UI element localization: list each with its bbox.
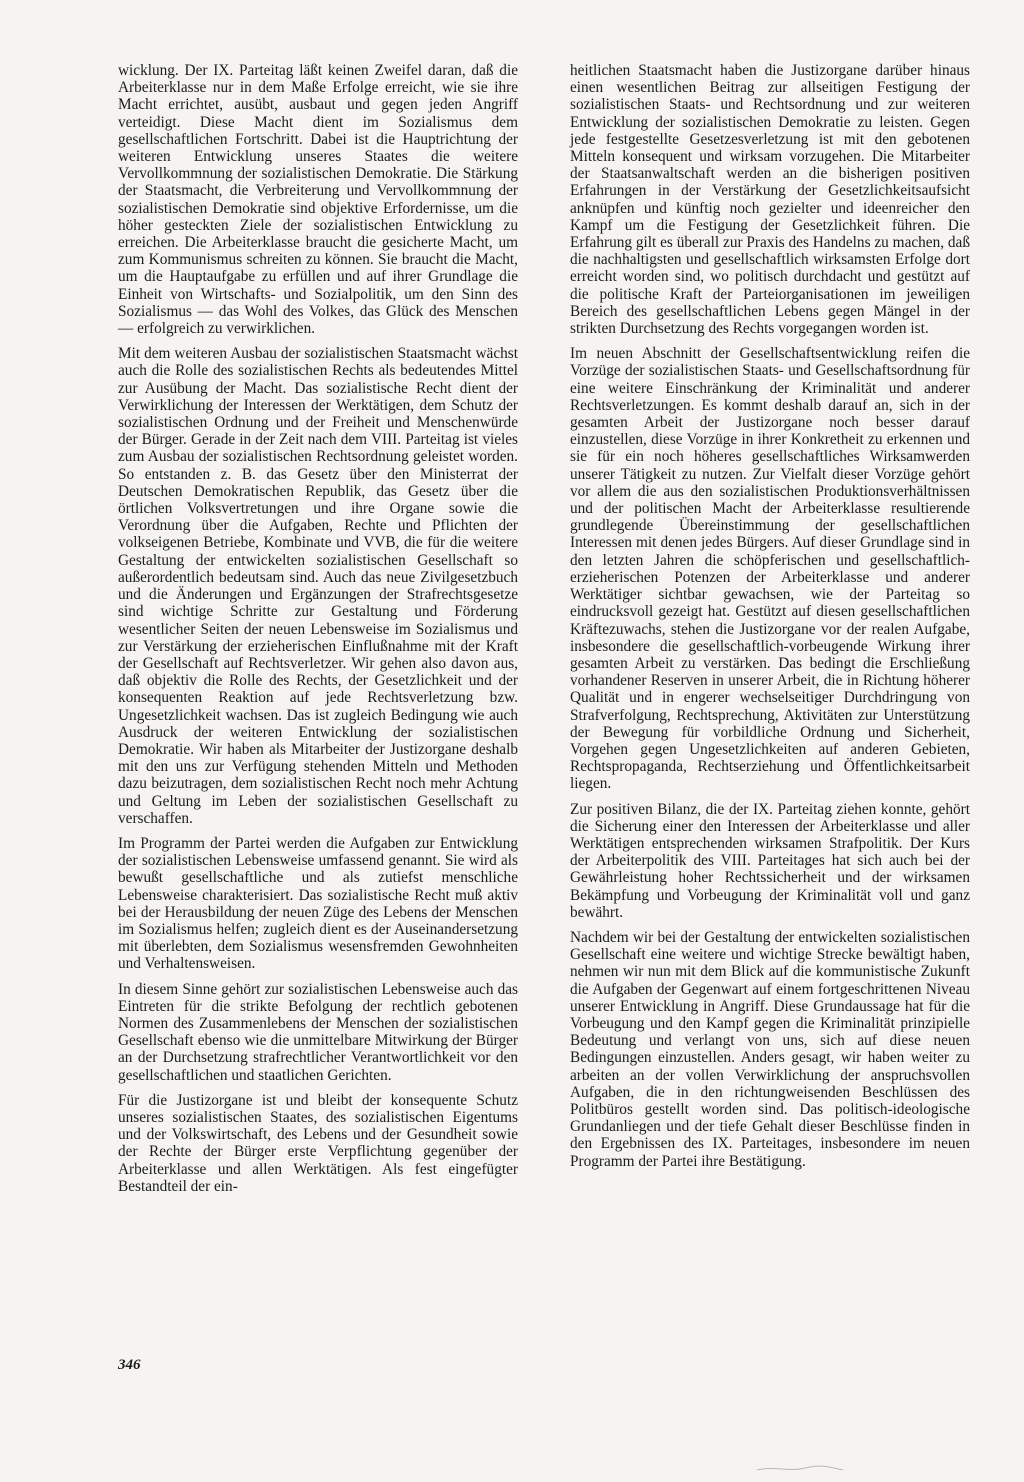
paragraph: Für die Justizorgane ist und bleibt der konsequente Schutz unseres sozialistischen Staates, des sozialistischen Eigentums und der Volkswirtschaft, des Lebens und der Gesundheit sowie der Rechte der Bürger erste Verpflichtung gegenüber der Arbeiterklasse und allen Werktätigen. Als fest eingefügter Bestandteil der ein- (118, 1091, 518, 1195)
paragraph: Nachdem wir bei der Gestaltung der entwickelten sozialistischen Gesellschaft eine weitere und wichtige Strecke bewältigt haben, nehmen wir nun mit dem Blick auf die kommunistische Zukunft die Aufgaben der Gegenwart auf einem fortgeschrittenen Niveau unserer Entwicklung in Angriff. Diese Grundaussage hat für die Vorbeugung und den Kampf gegen die Kriminalität prinzipielle Bedeutung und verlangt von uns, sich auf diese neuen Bedingungen einzustellen. Anders gesagt, wir haben weiter zu arbeiten an der vollen Verwirklichung der anspruchsvollen Aufgaben, die in den richtungweisenden Beschlüssen des Politbüros gestellt worden sind. Das politisch-ideologische Grundanliegen und der tiefe Gehalt dieser Beschlüsse finden in den Ergebnissen des IX. Parteitages, insbesondere im neuen Programm der Partei ihre Bestätigung. (570, 928, 970, 1170)
paragraph: In diesem Sinne gehört zur sozialistischen Lebensweise auch das Eintreten für die strikte Befolgung der rechtlich gebotenen Normen des Zusammenlebens der Menschen der sozialistischen Gesellschaft ebenso wie die unmittelbare Mitwirkung der Bürger an der Durchsetzung strafrechtlicher Verantwortlichkeit vor den gesellschaftlichen und staatlichen Gerichten. (118, 980, 518, 1084)
scan-mark-icon (755, 1465, 845, 1473)
paragraph: Im Programm der Partei werden die Aufgaben zur Entwicklung der sozialistischen Lebensweise umfassend genannt. Sie wird als bewußt gesellschaftliche und als zutiefst menschliche Lebensweise charakterisiert. Das sozialistische Recht muß aktiv bei der Herausbildung der neuen Züge des Lebens der Menschen im Sozialismus helfen; zugleich dient es der Auseinandersetzung mit überlebten, dem Sozialismus wesensfremden Gewohnheiten und Verhaltensweisen. (118, 834, 518, 973)
paragraph: wicklung. Der IX. Parteitag läßt keinen Zweifel daran, daß die Arbeiterklasse nur in dem Maße Erfolge erreicht, wie sie ihre Macht errichtet, ausübt, ausbaut und gegen jeden Angriff verteidigt. Diese Macht dient im Sozialismus dem gesellschaftlichen Fortschritt. Dabei ist die Hauptrichtung der weiteren Entwicklung unseres Staates die weitere Vervollkommnung der sozialistischen Demokratie. Die Stärkung der Staatsmacht, die Verbreiterung und Vervollkommnung der sozialistischen Demokratie sind objektive Erfordernisse, um die höher gesteckten Ziele der sozialistischen Entwicklung zu erreichen. Die Arbeiterklasse braucht die gesicherte Macht, um zum Kommunismus schreiten zu können. Sie braucht die Macht, um die Hauptaufgabe zu erfüllen und auf ihrer Grundlage die Einheit von Wirtschafts- und Sozialpolitik, um den Sinn des Sozialismus — das Wohl des Volkes, das Glück des Menschen — erfolgreich zu verwirklichen. (118, 62, 518, 338)
left-text-column (118, 62, 518, 1203)
paragraph: heitlichen Staatsmacht haben die Justizorgane darüber hinaus einen wesentlichen Beitrag zur allseitigen Festigung der sozialistischen Staats- und Rechtsordnung und zur weiteren Entwicklung der sozialistischen Demokratie zu leisten. Gegen jede festgestellte Gesetzesverletzung ist mit den gebotenen Mitteln konsequent und wirksam vorzugehen. Die Mitarbeiter der Staatsanwaltschaft werden an die bisherigen positiven Erfahrungen in der Verstärkung der Gesetzlichkeitsaufsicht anknüpfen und künftig noch gezielter und ideenreicher den Kampf um die Festigung der Gesetzlichkeit führen. Die Erfahrung gilt es überall zur Praxis des Handelns zu machen, daß die nachhaltigsten und gesellschaftlich wirksamsten Erfolge dort erreicht worden sind, wo politisch durchdacht und gestützt auf die politische Kraft der Parteiorganisationen im jeweiligen Bereich des gesellschaftlichen Lebens gegen Mängel in der strikten Durchsetzung des Rechts vorgegangen worden ist. (570, 62, 970, 338)
page-number: 346 (118, 1357, 141, 1373)
paragraph: Im neuen Abschnitt der Gesellschaftsentwicklung reifen die Vorzüge der sozialistischen Staats- und Gesellschaftsordnung für eine weitere Einschränkung der Kriminalität und anderer Rechtsverletzungen. Es kommt deshalb darauf an, sich in der gesamten Arbeit der Justizorgane noch besser darauf einzustellen, diese Vorzüge in ihrer Konkretheit zu erkennen und sie für ein noch höheres gesellschaftliches Wirksamwerden unserer Tätigkeit zu nutzen. Zur Vielfalt dieser Vorzüge gehört vor allem die aus den sozialistischen Produktionsverhältnissen und der politischen Macht der Arbeiterklasse resultierende grundlegende Übereinstimmung der gesellschaftlichen Interessen mit denen jedes Bürgers. Auf dieser Grundlage sind in den letzten Jahren die schöpferischen und gesellschaftlich-erzieherischen Potenzen der Arbeiterklasse und anderer Werktätiger sichtbar gewachsen, wie der Parteitag so eindrucksvoll gezeigt hat. Gestützt auf diesen gesellschaftlichen Kräftezuwachs, stehen die Justizorgane vor der realen Aufgabe, insbesondere die gesellschaftlich-vorbeugende Wirkung ihrer gesamten Arbeit zu verstärken. Das bedingt die Erschließung vorhandener Reserven in unserer Arbeit, die in Richtung höherer Qualität und in engerer wechselseitiger Durchdringung von Strafverfolgung, Rechtsprechung, Aktivitäten zur Unterstützung der Bewegung für vorbildliche Ordnung und Sicherheit, Vorgehen gegen Ungesetzlichkeiten auf anderen Gebieten, Rechtspropaganda, Rechtserziehung und Öffentlichkeitsarbeit liegen. (570, 345, 970, 793)
right-text-column (570, 62, 970, 1178)
paragraph: Mit dem weiteren Ausbau der sozialistischen Staatsmacht wächst auch die Rolle des sozialistischen Rechts als bedeutendes Mittel zur Ausübung der Macht. Das sozialistische Recht dient der Verwirklichung der Interessen der Werktätigen, dem Schutz der sozialistischen Ordnung und der Freiheit und Menschenwürde der Bürger. Gerade in der Zeit nach dem VIII. Parteitag ist vieles zum Ausbau der sozialistischen Rechtsordnung geleistet worden. So entstanden z. B. das Gesetz über den Ministerrat der Deutschen Demokratischen Republik, das Gesetz über die örtlichen Volksvertretungen und ihre Organe sowie die Verordnung über die Aufgaben, Rechte und Pflichten der volkseigenen Betriebe, Kombinate und VVB, die für die weitere Gestaltung der entwickelten sozialistischen Gesellschaft so außerordentlich bedeutsam sind. Auch das neue Zivilgesetzbuch und die Änderungen und Ergänzungen der Strafrechtsgesetze sind wichtige Schritte zur Gestaltung und Förderung wesentlicher Seiten der neuen Lebensweise im Sozialismus und zur Verstärkung der erzieherischen Einflußnahme mit der Kraft der Gesellschaft auf Rechtsverletzer. Wir gehen also davon aus, daß objektiv die Rolle des Rechts, der Gesetzlichkeit und der konsequenten Reaktion auf jede Rechtsverletzung bzw. Ungesetzlichkeit wachsen. Das ist zugleich Bedingung wie auch Ausdruck der weiteren Entwicklung der sozialistischen Demokratie. Wir haben als Mitarbeiter der Justizorgane deshalb mit den uns zur Verfügung stehenden Mitteln und Methoden dazu beizutragen, dem sozialistischen Recht noch mehr Achtung und Geltung im Leben der sozialistischen Gesellschaft zu verschaffen. (118, 345, 518, 827)
paragraph: Zur positiven Bilanz, die der IX. Parteitag ziehen konnte, gehört die Sicherung einer den Interessen der Arbeiterklasse und aller Werktätigen entsprechenden wirksamen Strafpolitik. Der Kurs der Arbeiterpolitik des VIII. Parteitages hat sich auch bei der Gewährleistung hoher Rechtssicherheit und der wirksamen Bekämpfung und Vorbeugung der Kriminalität voll und ganz bewährt. (570, 800, 970, 921)
